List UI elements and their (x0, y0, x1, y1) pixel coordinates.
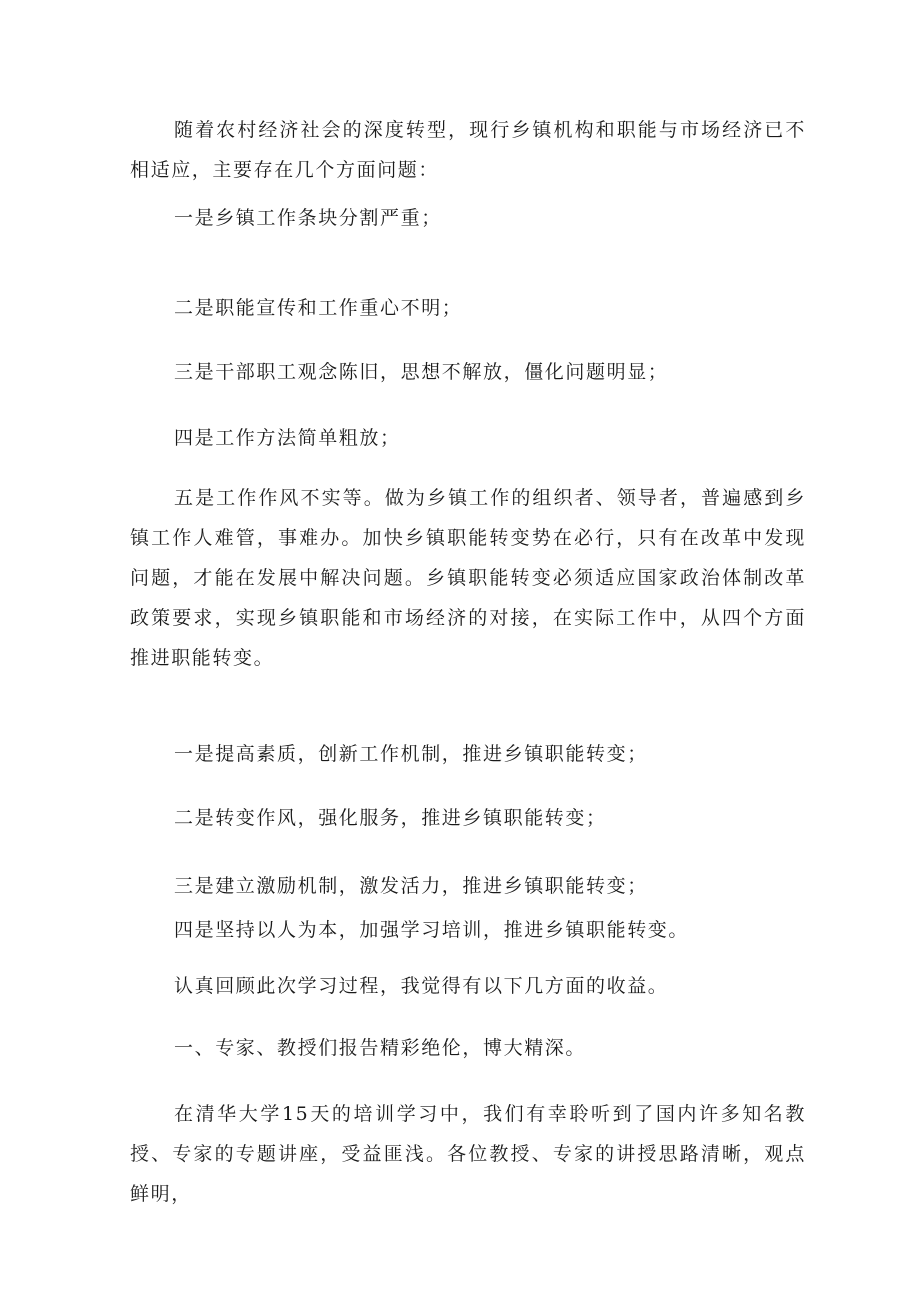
section-heading-experts: 一、专家、教授们报告精彩绝伦，博大精深。 (174, 1037, 587, 1059)
paragraph-problem-2: 二是职能宣传和工作重心不明； (174, 297, 463, 319)
paragraph-problem-1: 一是乡镇工作条块分割严重； (174, 207, 442, 229)
paragraph-measure-3: 三是建立激励机制，激发活力，推进乡镇职能转变； (174, 875, 648, 897)
paragraph-measure-1: 一是提高素质，创新工作机制，推进乡镇职能转变； (174, 743, 648, 765)
paragraph-tsinghua: 在清华大学15天的培训学习中，我们有幸聆听到了国内许多知名教授、专家的专题讲座，受益匪浅。各位教授、专家的讲授思路清晰，观点鲜明， (130, 1103, 806, 1205)
paragraph-measure-2: 二是转变作风，强化服务，推进乡镇职能转变； (174, 807, 607, 829)
paragraph-intro: 随着农村经济社会的深度转型，现行乡镇机构和职能与市场经济已不相适应，主要存在几个方面问题： (130, 119, 806, 181)
paragraph-review: 认真回顾此次学习过程，我觉得有以下几方面的收益。 (174, 975, 669, 997)
paragraph-problem-3: 三是干部职工观念陈旧，思想不解放，僵化问题明显； (174, 361, 669, 383)
paragraph-problem-5: 五是工作作风不实等。做为乡镇工作的组织者、领导者，普遍感到乡镇工作人难管，事难办。加快乡镇职能转变势在必行，只有在改革中发现问题，才能在发展中解决问题。乡镇职能转变必须适应国家政治体制改革政策要求，实现乡镇职能和市场经济的对接，在实际工作中，从四个方面推进职能转变。 (130, 487, 806, 669)
paragraph-problem-4: 四是工作方法简单粗放； (174, 427, 401, 449)
paragraph-measure-4: 四是坚持以人为本，加强学习培训，推进乡镇职能转变。 (174, 919, 690, 941)
